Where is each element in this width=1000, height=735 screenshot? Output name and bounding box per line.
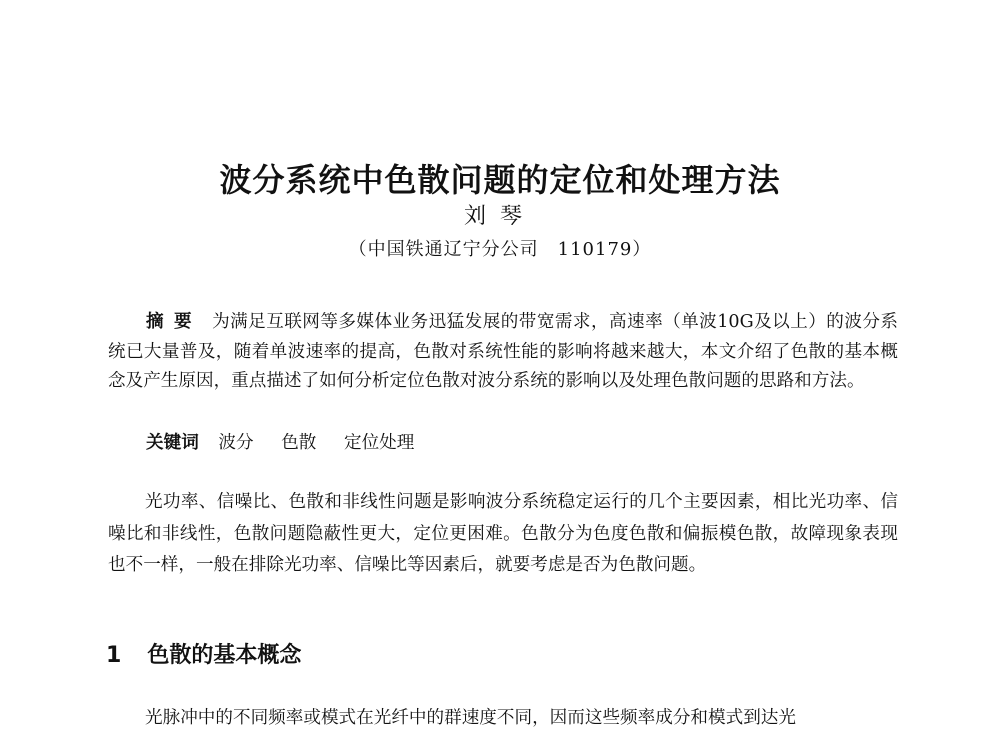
paper-title: 波分系统中色散问题的定位和处理方法 xyxy=(219,161,781,199)
section-paragraph: 光脉冲中的不同频率或模式在光纤中的群速度不同，因而这些频率成分和模式到达光 xyxy=(145,708,796,728)
keyword-item: 定位处理 xyxy=(343,433,415,453)
section-number: 1 xyxy=(106,643,122,668)
keywords-block xyxy=(146,429,436,457)
abstract-block xyxy=(108,308,898,397)
keyword-item: 波分 xyxy=(218,433,254,453)
keywords-label: 关键词 xyxy=(146,433,199,453)
keyword-item: 色散 xyxy=(281,433,317,453)
section-heading xyxy=(106,641,301,671)
intro-paragraph: 光功率、信噪比、色散和非线性问题是影响波分系统稳定运行的几个主要因素，相比光功率、信噪比和非线性，色散问题隐蔽性更大，定位更困难。色散分为色度色散和偏振模色散，故障现象表现也不一样，一般在排除光功率、信噪比等因素后，就要考虑是否为色散问题。 xyxy=(108,492,898,575)
abstract-label: 摘要 xyxy=(146,312,203,332)
author-name: 刘琴 xyxy=(463,204,536,229)
author-affiliation: （中国铁通辽宁分公司 110179） xyxy=(348,239,652,260)
section-title: 色散的基本概念 xyxy=(147,643,302,668)
abstract-text: 为满足互联网等多媒体业务迅猛发展的带宽需求，高速率（单波10G及以上）的波分系统已大量普及，随着单波速率的提高，色散对系统性能的影响将越来越大，本文介绍了色散的基本概念及产生原因，重点描述了如何分析定位色散对波分系统的影响以及处理色散问题的思路和方法。 xyxy=(108,312,898,391)
